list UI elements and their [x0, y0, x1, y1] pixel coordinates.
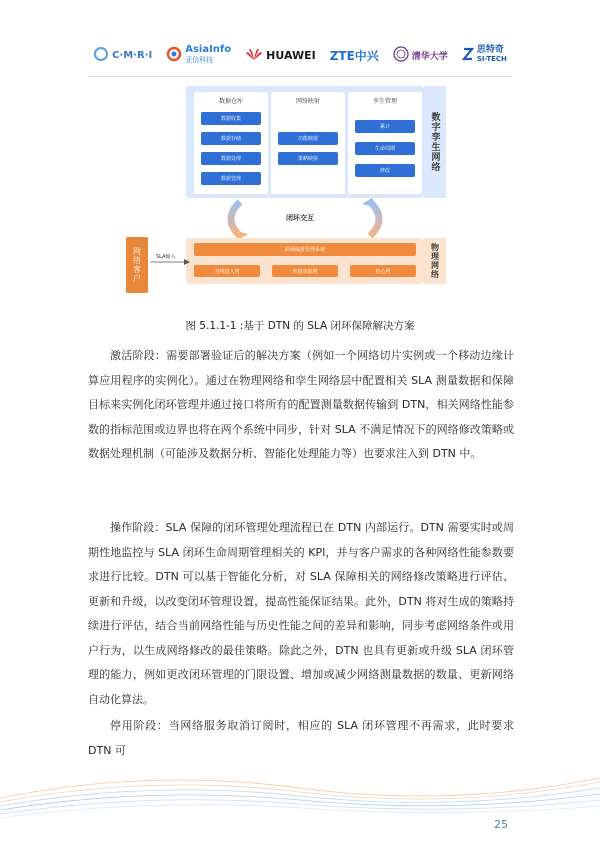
tsinghua-seal-icon — [393, 46, 409, 65]
logo-tsinghua — [393, 46, 448, 65]
logo-tsinghua-text: 清华大学 — [411, 51, 448, 62]
header-divider — [88, 76, 512, 77]
physical-network-label: 物理网络 — [424, 238, 446, 284]
logo-sitech — [462, 46, 507, 64]
column-title: 数据仓库 — [218, 98, 243, 105]
paragraph-operation: 操作阶段：SLA 保障的闭环管理处理流程已在 DTN 内部运行。DTN 需要实时或周期性地监控与 SLA 闭环生命周期管理相关的 KPI，并与客户需求的各种网络性能参数要求进行比较。DTN 可以基于智能化分析，对 SLA 保障相关的网络修改策略进行评估、更新和升级，以改变闭环管理设置，提高性能保证结果。此外，DTN 将对生成的策略持续进行评估，结合当前网络性能与历史性能之间的差异和影响，同步考虑网络条件或用户行为，以生成网络修改的最佳策略。除此之外，DTN 也具有更新或升级 SLA 闭环管理的能力，例如更改闭环管理的门限设置、增加或减少网络测量数据的数量、更新网络自动化算法。 — [88, 521, 514, 706]
customer-block: 网络客户 — [126, 237, 148, 293]
cmri-icon — [93, 47, 109, 64]
column-network-mapping — [271, 92, 345, 194]
block-item: 策略映射 — [278, 152, 338, 165]
arrow-right-icon — [150, 258, 190, 266]
block-item: 累计 — [355, 120, 415, 133]
block-item: 数据收集 — [201, 112, 261, 125]
column-title: 孪生管理 — [372, 98, 397, 105]
block-item: 数据管理 — [201, 172, 261, 185]
block-item: 修改 — [355, 164, 415, 177]
physical-item: 传输承载网 — [272, 265, 338, 277]
sitech-icon — [462, 47, 474, 64]
logo-cmri — [93, 47, 152, 64]
column-data-warehouse — [194, 92, 268, 194]
logo-asiainfo-text: AsiaInfo — [185, 44, 232, 55]
header-logos — [0, 40, 600, 70]
footer-wave-decoration — [0, 758, 600, 828]
logo-asiainfo — [166, 45, 231, 65]
logo-sitech-sub: SI-TECH — [476, 55, 507, 63]
paragraph-decommission: 停用阶段：当网络服务取消订阅时，相应的 SLA 闭环管理不再需求，此时要求 DTN 可 — [88, 719, 514, 757]
column-title: 网络映射 — [295, 98, 320, 105]
block-item: 功能映射 — [278, 132, 338, 145]
loop-label: 闭环交互 — [286, 214, 314, 222]
logo-zte — [330, 47, 379, 64]
column-twin-management — [348, 92, 422, 194]
physical-item: 核心网 — [350, 265, 416, 277]
block-item: 生命周期 — [355, 142, 415, 155]
block-item: 数据存储 — [201, 132, 261, 145]
logo-huawei — [245, 47, 316, 64]
figure-caption: 图 5.1.1-1 :基于 DTN 的 SLA 闭环保障解决方案 — [185, 320, 415, 332]
logo-cmri-text: C·M·R·I — [112, 49, 153, 61]
logo-asiainfo-sub: 亚信科技 — [185, 56, 214, 64]
logo-sitech-text: 思特奇 — [476, 45, 504, 55]
digital-twin-label: 数字孪生网络 — [424, 86, 446, 198]
block-item: 数据处理 — [201, 152, 261, 165]
sla-input-label: SLA输入 — [156, 254, 176, 260]
orchestration-block: 跨域编排管理系统 — [194, 243, 416, 256]
logo-huawei-text: HUAWEI — [266, 48, 316, 62]
physical-item: 无线接入网 — [194, 265, 260, 277]
page-number: 25 — [494, 818, 508, 831]
huawei-flower-icon — [245, 47, 263, 64]
logo-zte-text: ZTE中兴 — [329, 48, 379, 63]
paragraph-activation: 激活阶段：需要部署验证后的解决方案（例如一个网络切片实例或一个移动边缘计算应用程序的实例化）。通过在物理网络和孪生网络层中配置相关 SLA 测量数据和保障目标来实例化闭环管理并通过接口将所有的配置测量数据传输到 DTN，相关网络性能参数的指标范围或边界也将在两个系统中同步，针对 SLA 不满足情况下的网络修改策略或数据处理机制（可能涉及数据分析、智能化处理能力等）也要求注入到 DTN 中。 — [88, 349, 514, 460]
asiainfo-icon — [166, 46, 182, 65]
